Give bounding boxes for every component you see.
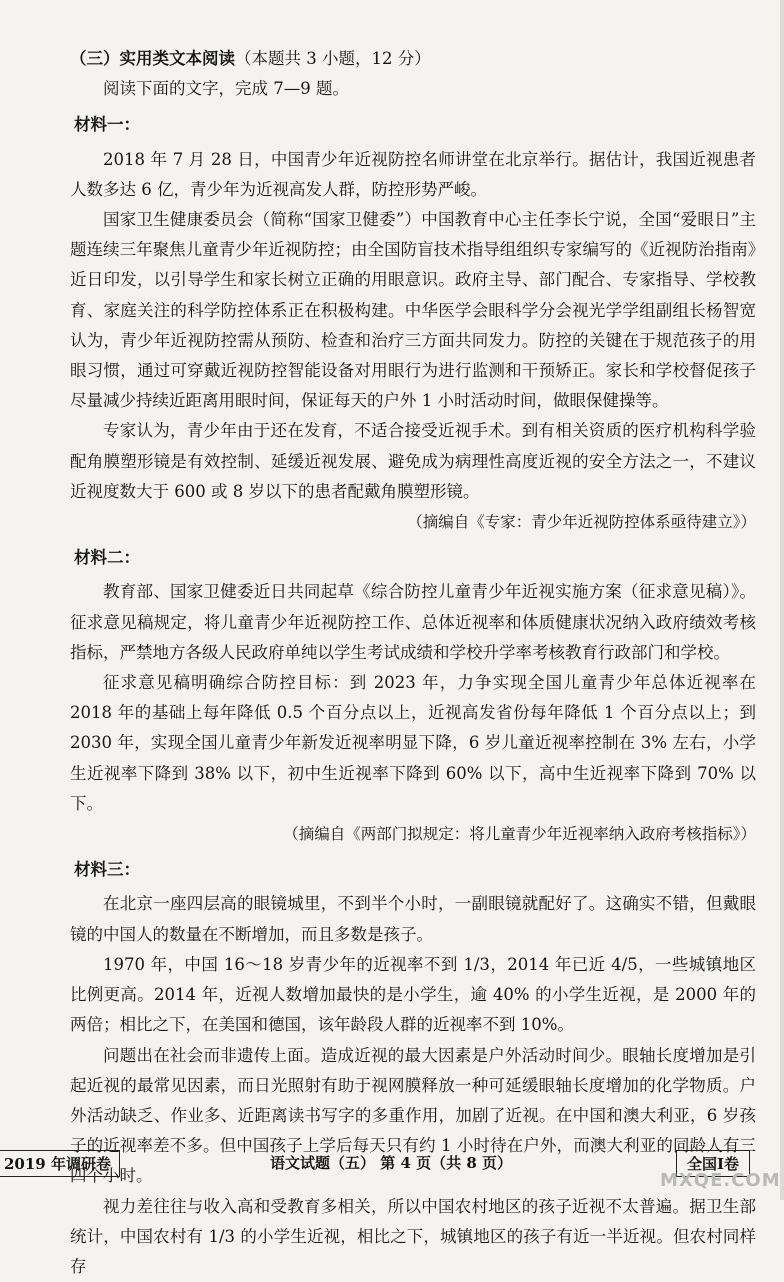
- material2-source: （摘编自《两部门拟规定：将儿童青少年近视率纳入政府考核指标》）: [283, 825, 756, 844]
- section-title: [70, 44, 756, 74]
- section-title-bold: （三）实用类文本阅读: [70, 49, 235, 68]
- material1-source: （摘编自《专家：青少年近视防控体系亟待建立》）: [407, 513, 756, 532]
- reading-section: [70, 44, 756, 1282]
- page-number: 语文试题（五） 第 4 页（共 8 页）: [270, 1154, 512, 1172]
- material2-heading: 材料二：: [74, 548, 140, 568]
- material1-paragraph: 2018 年 7 月 28 日，中国青少年近视防控名师讲堂在北京举行。据估计，我国近视患者人数多达 6 亿，青少年为近视高发人群，防控形势严峻。: [70, 149, 756, 199]
- material3-paragraph: 视力差往往与收入高和受教育多相关，所以中国农村地区的孩子近视不太普遍。据卫生部统计，中国农村有 1/3 的小学生近视，相比之下，城镇地区的孩子有近一半近视。但农村同样存: [70, 1196, 756, 1276]
- material3-heading: 材料三：: [74, 860, 140, 880]
- material2-paragraph: 征求意见稿明确综合防控目标：到 2023 年，力争实现全国儿童青少年总体近视率在 2018 年的基础上每年降低 0.5 个百分点以上，近视高发省份每年降低 1 个百分点以上；到 2030 年，实现全国儿童青少年新发近视率明显下降，6 岁儿童近视率控制在 3% 左右，小学生近视率下降到 38% 以下，初中生近视率下降到 60% 以下，高中生近视率下降到 70% 以下。: [70, 673, 756, 813]
- material3-paragraph: 在北京一座四层高的眼镜城里，不到半个小时，一副眼镜就配好了。这确实不错，但戴眼镜的中国人的数量在不断增加，而且多数是孩子。: [70, 894, 756, 944]
- material1-paragraph: 国家卫生健康委员会（简称“国家卫健委”）中国教育中心主任李长宁说，全国“爱眼日”主题连续三年聚焦儿童青少年近视防控；由全国防盲技术指导组组织专家编写的《近视防治指南》近日印发，以引导学生和家长树立正确的用眼意识。政府主导、部门配合、专家指导、学校教育、家庭关注的科学防控体系正在积极构建。中华医学会眼科学分会视光学学组副组长杨智宽认为，青少年近视防控需从预防、检查和治疗三方面共同发力。防控的关键在于规范孩子的用眼习惯，通过可穿戴近视防控智能设备对用眼行为进行监测和干预矫正。家长和学校督促孩子尽量减少持续近距离用眼时间，保证每天的户外 1 小时活动时间，做眼保健操等。: [70, 210, 756, 411]
- material1-heading: 材料一：: [74, 115, 140, 135]
- page-edge-shadow: [780, 0, 784, 1200]
- material2-paragraph: 教育部、国家卫健委近日共同起草《综合防控儿童青少年近视实施方案（征求意见稿）》。征求意见稿规定，将儿童青少年近视防控工作、总体近视率和体质健康状况纳入政府绩效考核指标，严禁地方各级人民政府单纯以学生考试成绩和学校升学率考核教育行政部门和学校。: [70, 582, 756, 662]
- exam-year-tag: 2019 年调研卷: [0, 1150, 120, 1177]
- site-watermark: MXQE.COM: [660, 1170, 781, 1191]
- section-title-rest: （本题共 3 小题，12 分）: [235, 49, 431, 68]
- material3-paragraph: 问题出在社会而非遗传上面。造成近视的最大因素是户外活动时间少。眼轴长度增加是引起近视的最常见因素，而日光照射有助于视网膜释放一种可延缓眼轴长度增加的化学物质。户外活动缺乏、作业多、近距离读书写字的多重作用，加剧了近视。在中国和澳大利亚，6 岁孩子的近视率差不多。但中国孩子上学后每天只有约 1 小时待在户外，而澳大利亚的同龄人有三四个小时。: [70, 1045, 756, 1186]
- section-instruction: 阅读下面的文字，完成 7—9 题。: [103, 79, 349, 99]
- material3-paragraph: 1970 年，中国 16～18 岁青少年的近视率不到 1/3，2014 年已近 4/5，一些城镇地区比例更高。2014 年，近视人数增加最快的是小学生，逾 40% 的小学生近视，是 2000 年的两倍；相比之下，在美国和德国，该年龄段人群的近视率不到 10%。: [70, 954, 756, 1035]
- exam-region-tag: 全国Ⅰ卷: [676, 1150, 750, 1177]
- material1-paragraph: 专家认为，青少年由于还在发育，不适合接受近视手术。到有相关资质的医疗机构科学验配角膜塑形镜是有效控制、延缓近视发展、避免成为病理性高度近视的安全方法之一，不建议近视度数大于 600 或 8 岁以下的患者配戴角膜塑形镜。: [70, 421, 756, 501]
